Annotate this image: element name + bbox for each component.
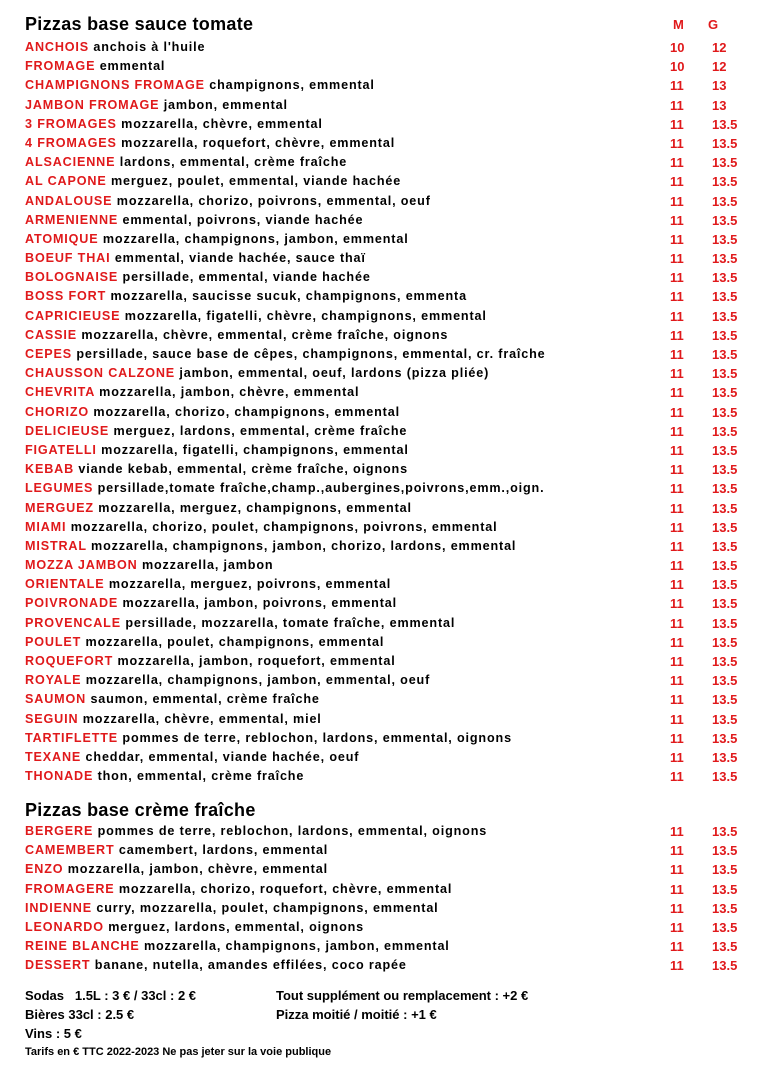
- price-large: 13.5: [712, 174, 738, 190]
- menu-item: [25, 956, 745, 975]
- pizza-name: ARMENIENNE: [25, 212, 119, 227]
- price-large: 12: [712, 40, 727, 55]
- vins-price: Vins : 5 €: [25, 1026, 82, 1041]
- menu-item: [25, 518, 745, 537]
- price-large: 13.5: [712, 519, 738, 535]
- price-medium: 11: [670, 116, 684, 132]
- menu-item: [25, 383, 745, 402]
- menu-item: [25, 880, 745, 899]
- pizza-ingredients: mozzarella, merguez, poivrons, emmental: [108, 577, 392, 592]
- pizza-ingredients: curry, mozzarella, poulet, champignons, emmental: [96, 900, 439, 915]
- bieres-price: Bières 33cl : 2.5 €: [25, 1007, 135, 1022]
- price-medium: 11: [670, 442, 684, 458]
- menu-item: [25, 748, 745, 767]
- pizza-ingredients: merguez, poulet, emmental, viande hachée: [110, 174, 402, 189]
- pizza-ingredients: champignons, emmental: [209, 78, 375, 93]
- menu-item: [25, 860, 745, 879]
- price-large: 13.5: [712, 442, 738, 458]
- price-large: 13.5: [712, 462, 738, 478]
- price-large: 13.5: [712, 423, 738, 439]
- menu-item: [25, 614, 745, 633]
- menu-item: [25, 326, 745, 345]
- price-large: 13: [712, 97, 727, 113]
- menu-item: [25, 671, 745, 690]
- pizza-name: CASSIE: [25, 327, 77, 342]
- pizza-ingredients: mozzarella, figatelli, champignons, emmental: [101, 442, 409, 457]
- pizza-ingredients: mozzarella, saucisse sucuk, champignons, emmenta: [110, 289, 467, 304]
- price-medium: 11: [670, 251, 684, 267]
- price-medium: 11: [670, 769, 684, 785]
- pizza-name: MERGUEZ: [25, 500, 94, 515]
- pizza-ingredients: emmental, poivrons, viande hachée: [122, 212, 364, 227]
- pizza-name: TEXANE: [25, 749, 82, 764]
- pizza-name: DELICIEUSE: [25, 423, 110, 438]
- column-header-g: G: [708, 17, 719, 32]
- pizza-name: ANCHOIS: [25, 40, 90, 54]
- section-title-tomate: Pizzas base sauce tomate: [25, 14, 254, 34]
- pizza-name: BOEUF THAI: [25, 251, 111, 266]
- pizza-ingredients: jambon, emmental: [163, 97, 288, 112]
- menu-item: [25, 652, 745, 671]
- menu-item: [25, 594, 745, 613]
- pizza-name: 3 FROMAGES: [25, 116, 117, 131]
- pizza-ingredients: banane, nutella, amandes effilées, coco rapée: [94, 958, 407, 973]
- price-large: 13.5: [712, 749, 738, 765]
- menu-item: [25, 403, 745, 422]
- pizza-ingredients: anchois à l'huile: [93, 40, 206, 54]
- menu-item: [25, 287, 745, 306]
- pizza-ingredients: mozzarella, chèvre, emmental, miel: [82, 711, 322, 726]
- price-medium: 11: [670, 958, 684, 974]
- price-medium: 11: [670, 939, 684, 955]
- price-large: 13.5: [712, 135, 738, 151]
- menu-item: [25, 537, 745, 556]
- pizza-ingredients: pommes de terre, reblochon, lardons, emmental, oignons: [122, 730, 512, 745]
- column-header-m: M: [673, 17, 684, 32]
- pizza-ingredients: persillade, emmental, viande hachée: [122, 270, 371, 285]
- pizza-name: MISTRAL: [25, 538, 87, 553]
- pizza-ingredients: mozzarella, merguez, champignons, emmental: [98, 500, 412, 515]
- price-large: 13.5: [712, 347, 738, 362]
- menu-item: [25, 499, 745, 518]
- price-large: 13.5: [712, 862, 738, 878]
- pizza-ingredients: mozzarella, jambon, chèvre, emmental: [67, 862, 328, 877]
- pizza-name: PROVENCALE: [25, 615, 121, 630]
- pizza-name: INDIENNE: [25, 900, 92, 915]
- price-medium: 11: [670, 347, 684, 362]
- price-large: 13.5: [712, 769, 738, 785]
- price-medium: 11: [670, 843, 684, 859]
- menu-item: [25, 633, 745, 652]
- pizza-name: CHAUSSON CALZONE: [25, 366, 176, 381]
- price-medium: 11: [670, 174, 684, 190]
- pizza-ingredients: mozzarella, jambon, roquefort, emmental: [117, 654, 396, 668]
- pizza-ingredients: mozzarella, jambon, chèvre, emmental: [99, 385, 360, 400]
- pizza-name: SAUMON: [25, 692, 87, 707]
- pizza-ingredients: viande kebab, emmental, crème fraîche, oignons: [78, 462, 408, 477]
- pizza-name: DESSERT: [25, 958, 91, 973]
- pizza-ingredients: mozzarella, jambon: [141, 558, 274, 573]
- price-large: 13.5: [712, 673, 738, 689]
- pizza-name: ENZO: [25, 862, 64, 877]
- price-medium: 11: [670, 481, 684, 497]
- menu-item: [25, 918, 745, 937]
- price-medium: 11: [670, 404, 684, 420]
- pizza-name: CEPES: [25, 347, 72, 361]
- price-large: 12: [712, 59, 727, 75]
- pizza-name: LEGUMES: [25, 481, 94, 496]
- pizza-ingredients: persillade, sauce base de cêpes, champignons, emmental, cr. fraîche: [76, 347, 546, 361]
- pizza-ingredients: mozzarella, jambon, poivrons, emmental: [122, 596, 397, 611]
- price-large: 13.5: [712, 711, 738, 727]
- pizza-ingredients: mozzarella, chorizo, champignons, emmental: [93, 404, 400, 419]
- price-large: 13.5: [712, 500, 738, 516]
- menu-item: [25, 690, 745, 709]
- price-large: 13.5: [712, 596, 738, 612]
- pizza-ingredients: thon, emmental, crème fraîche: [97, 769, 305, 784]
- pizza-ingredients: mozzarella, chèvre, emmental: [121, 116, 323, 131]
- price-medium: 11: [670, 500, 684, 516]
- pizza-name: KEBAB: [25, 462, 75, 477]
- pizza-ingredients: saumon, emmental, crème fraîche: [90, 692, 320, 707]
- price-medium: 11: [670, 749, 684, 765]
- price-large: 13.5: [712, 939, 738, 955]
- menu-item: [25, 249, 745, 268]
- menu-item: [25, 153, 745, 172]
- pizza-name: CAMEMBERT: [25, 843, 115, 858]
- pizza-name: TARTIFLETTE: [25, 730, 119, 745]
- price-medium: 11: [670, 212, 684, 228]
- price-medium: 11: [670, 231, 684, 247]
- price-medium: 11: [670, 558, 684, 574]
- price-medium: 11: [670, 366, 684, 382]
- price-large: 13.5: [712, 900, 738, 916]
- pizza-ingredients: camembert, lardons, emmental: [118, 843, 329, 858]
- price-medium: 11: [670, 519, 684, 535]
- pizza-name: THONADE: [25, 769, 94, 784]
- pizza-ingredients: pommes de terre, reblochon, lardons, emmental, oignons: [97, 824, 488, 838]
- pizza-ingredients: mozzarella, champignons, jambon, chorizo, lardons, emmental: [91, 538, 517, 553]
- price-medium: 11: [670, 673, 684, 689]
- pizza-name: MIAMI: [25, 519, 67, 534]
- price-medium: 11: [670, 577, 684, 593]
- price-large: 13.5: [712, 481, 738, 497]
- price-large: 13.5: [712, 843, 738, 859]
- price-large: 13.5: [712, 193, 738, 209]
- menu-item: [25, 364, 745, 383]
- price-medium: 11: [670, 135, 684, 151]
- pizza-name: FROMAGE: [25, 59, 96, 74]
- tomate-pizza-list: [25, 38, 745, 786]
- pizza-name: POULET: [25, 634, 82, 649]
- price-large: 13.5: [712, 538, 738, 554]
- price-medium: 11: [670, 654, 684, 669]
- menu-item: [25, 460, 745, 479]
- pizza-ingredients: mozzarella, champignons, jambon, emmental: [102, 231, 409, 246]
- pizza-ingredients: lardons, emmental, crème fraîche: [119, 155, 348, 170]
- price-large: 13.5: [712, 155, 738, 171]
- menu-item: [25, 115, 745, 134]
- pizza-ingredients: mozzarella, chorizo, roquefort, chèvre, emmental: [118, 881, 453, 896]
- pizza-name: FIGATELLI: [25, 442, 97, 457]
- menu-item: [25, 192, 745, 211]
- price-large: 13.5: [712, 212, 738, 228]
- price-medium: 11: [670, 730, 684, 746]
- pizza-name: CAPRICIEUSE: [25, 308, 121, 323]
- price-medium: 11: [670, 289, 684, 305]
- section-title-creme: Pizzas base crème fraîche: [25, 800, 256, 820]
- price-large: 13.5: [712, 634, 738, 650]
- menu-item: [25, 76, 745, 95]
- menu-item: [25, 96, 745, 115]
- menu-item: [25, 38, 745, 57]
- menu-item: [25, 767, 745, 786]
- menu-item: [25, 710, 745, 729]
- supplement-note: Tout supplément ou remplacement : +2 €: [276, 988, 529, 1003]
- price-large: 13.5: [712, 558, 738, 574]
- menu-item: [25, 345, 745, 364]
- menu-item: [25, 479, 745, 498]
- price-medium: 11: [670, 423, 684, 439]
- pizza-name: BERGERE: [25, 824, 94, 838]
- menu-item: [25, 899, 745, 918]
- price-large: 13.5: [712, 366, 738, 382]
- price-large: 13.5: [712, 327, 738, 343]
- price-medium: 11: [670, 824, 684, 839]
- pizza-name: BOSS FORT: [25, 289, 107, 304]
- price-large: 13.5: [712, 385, 738, 401]
- price-medium: 11: [670, 155, 684, 171]
- price-medium: 11: [670, 193, 684, 209]
- price-large: 13.5: [712, 919, 738, 935]
- pizza-ingredients: mozzarella, poulet, champignons, emmental: [85, 634, 385, 649]
- pizza-name: ANDALOUSE: [25, 193, 113, 208]
- pizza-name: ALSACIENNE: [25, 155, 116, 170]
- pizza-name: FROMAGERE: [25, 881, 115, 896]
- menu-item: [25, 172, 745, 191]
- price-medium: 11: [670, 327, 684, 343]
- price-medium: 11: [670, 78, 684, 94]
- pizza-ingredients: jambon, emmental, oeuf, lardons (pizza pliée): [179, 366, 490, 381]
- menu-item: [25, 268, 745, 287]
- menu-item: [25, 729, 745, 748]
- price-large: 13.5: [712, 270, 738, 286]
- pizza-ingredients: persillade, mozzarella, tomate fraîche, emmental: [125, 615, 456, 630]
- pizza-name: ROQUEFORT: [25, 654, 114, 668]
- pizza-name: BOLOGNAISE: [25, 270, 119, 285]
- price-large: 13.5: [712, 308, 738, 324]
- price-medium: 11: [670, 538, 684, 554]
- pizza-ingredients: mozzarella, chèvre, emmental, crème fraîche, oignons: [81, 327, 449, 342]
- menu-item: [25, 307, 745, 326]
- pizza-name: CHORIZO: [25, 404, 90, 419]
- price-medium: 11: [670, 634, 684, 650]
- pizza-name: AL CAPONE: [25, 174, 107, 189]
- price-medium: 11: [670, 385, 684, 401]
- price-large: 13.5: [712, 730, 738, 746]
- price-medium: 11: [670, 711, 684, 727]
- pizza-name: POIVRONADE: [25, 596, 119, 611]
- pizza-name: ROYALE: [25, 673, 82, 688]
- menu-item: [25, 422, 745, 441]
- menu-item: [25, 134, 745, 153]
- price-medium: 11: [670, 919, 684, 935]
- pizza-name: MOZZA JAMBON: [25, 558, 138, 573]
- price-large: 13: [712, 78, 727, 94]
- price-medium: 11: [670, 692, 684, 708]
- price-large: 13.5: [712, 958, 738, 974]
- price-medium: 10: [670, 40, 685, 55]
- menu-item: [25, 211, 745, 230]
- pizza-ingredients: persillade,tomate fraîche,champ.,aubergines,poivrons,emm.,oign.: [97, 481, 545, 496]
- price-large: 13.5: [712, 116, 738, 132]
- pizza-name: ATOMIQUE: [25, 231, 99, 246]
- price-medium: 11: [670, 270, 684, 286]
- sodas-price: Sodas 1.5L : 3 € / 33cl : 2 €: [25, 988, 197, 1003]
- price-large: 13.5: [712, 824, 738, 839]
- creme-pizza-list: [25, 822, 745, 976]
- price-large: 13.5: [712, 577, 738, 593]
- pizza-name: REINE BLANCHE: [25, 939, 140, 954]
- pizza-ingredients: merguez, lardons, emmental, oignons: [108, 919, 365, 934]
- pizza-ingredients: mozzarella, champignons, jambon, emmental: [143, 939, 450, 954]
- price-medium: 11: [670, 308, 684, 324]
- menu-item: [25, 230, 745, 249]
- menu-item: [25, 441, 745, 460]
- menu-item: [25, 841, 745, 860]
- pizza-ingredients: mozzarella, chorizo, poivrons, emmental, oeuf: [116, 193, 431, 208]
- price-large: 13.5: [712, 615, 738, 631]
- price-medium: 11: [670, 900, 684, 916]
- pizza-name: 4 FROMAGES: [25, 135, 117, 150]
- pizza-name: JAMBON FROMAGE: [25, 97, 160, 112]
- menu-item: [25, 556, 745, 575]
- price-medium: 11: [670, 615, 684, 631]
- pizza-name: LEONARDO: [25, 919, 104, 934]
- pizza-ingredients: emmental, viande hachée, sauce thaï: [114, 251, 366, 266]
- menu-item: [25, 822, 745, 841]
- price-medium: 11: [670, 462, 684, 478]
- pizza-ingredients: mozzarella, roquefort, chèvre, emmental: [121, 135, 396, 150]
- pizza-name: CHEVRITA: [25, 385, 95, 400]
- pizza-name: CHAMPIGNONS FROMAGE: [25, 78, 205, 93]
- price-medium: 11: [670, 596, 684, 612]
- pizza-ingredients: emmental: [99, 59, 166, 74]
- price-medium: 10: [670, 59, 685, 75]
- price-medium: 11: [670, 881, 684, 897]
- menu-item: [25, 575, 745, 594]
- pizza-ingredients: cheddar, emmental, viande hachée, oeuf: [85, 749, 360, 764]
- price-large: 13.5: [712, 289, 738, 305]
- pizza-ingredients: mozzarella, figatelli, chèvre, champignons, emmental: [124, 308, 487, 323]
- price-large: 13.5: [712, 231, 738, 247]
- moitie-note: Pizza moitié / moitié : +1 €: [276, 1007, 437, 1022]
- pizza-name: SEGUIN: [25, 711, 79, 726]
- menu-item: [25, 57, 745, 76]
- price-large: 13.5: [712, 404, 738, 420]
- price-large: 13.5: [712, 881, 738, 897]
- tarifs-note: Tarifs en € TTC 2022-2023 Ne pas jeter sur la voie publique: [25, 1046, 332, 1058]
- price-large: 13.5: [712, 692, 738, 708]
- pizza-ingredients: mozzarella, chorizo, poulet, champignons, poivrons, emmental: [70, 519, 498, 534]
- price-large: 13.5: [712, 251, 738, 267]
- price-large: 13.5: [712, 654, 738, 669]
- pizza-ingredients: merguez, lardons, emmental, crème fraîche: [113, 423, 408, 438]
- pizza-ingredients: mozzarella, champignons, jambon, emmental, oeuf: [85, 673, 431, 688]
- price-medium: 11: [670, 97, 684, 113]
- pizza-name: ORIENTALE: [25, 577, 105, 592]
- price-medium: 11: [670, 862, 684, 878]
- menu-item: [25, 937, 745, 956]
